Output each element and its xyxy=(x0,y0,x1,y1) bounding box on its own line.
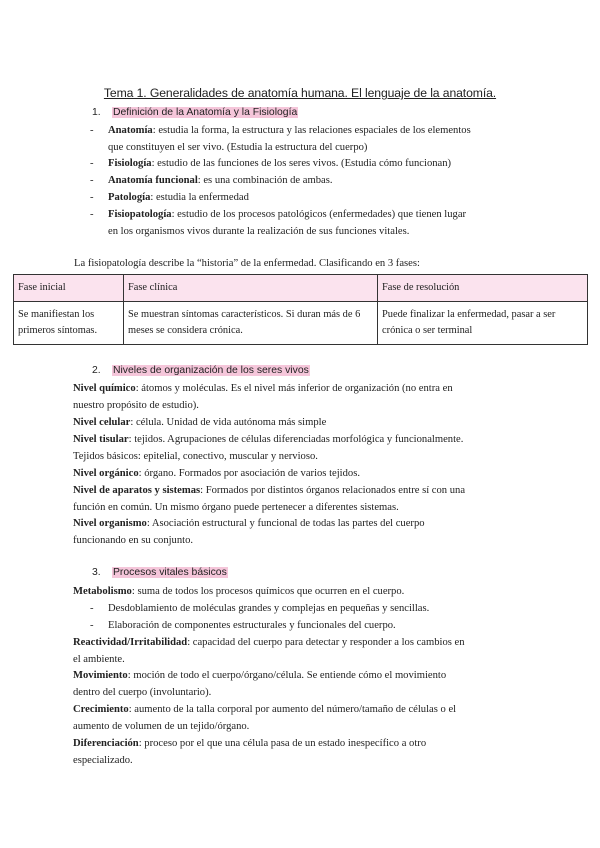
term: Nivel celular xyxy=(73,417,131,428)
section-1-number: 1. xyxy=(92,107,101,118)
term: Nivel orgánico xyxy=(73,468,139,479)
term: Nivel organismo xyxy=(73,518,147,529)
term: Nivel de aparatos y sistemas xyxy=(73,485,201,496)
term: Reactividad/Irritabilidad xyxy=(73,637,188,648)
list-item: Metabolismo: suma de todos los procesos químicos que ocurren en el cuerpo. xyxy=(73,586,405,597)
section-2-title: Niveles de organización de los seres vivos xyxy=(113,365,309,376)
list-item: Nivel celular: célula. Unidad de vida autónoma más simple xyxy=(73,417,327,428)
table-row xyxy=(14,302,588,345)
section-3-title: Procesos vitales básicos xyxy=(113,567,227,578)
table-intro: La fisiopatología describe la “historia” de la enfermedad. Clasificando en 3 fases: xyxy=(74,258,420,269)
term: Anatomía funcional xyxy=(108,175,198,186)
list-item: Crecimiento: aumento de la talla corporal por aumento del número/tamaño de células o el aumento de volumen de un tejido/órgano. xyxy=(73,704,457,732)
table-header-cell: Fase clínica xyxy=(124,275,378,302)
list-item: Reactividad/Irritabilidad: capacidad del cuerpo para detectar y responder a los cambios en el ambiente. xyxy=(73,637,465,665)
term: Nivel tisular xyxy=(73,434,129,445)
section-3-heading xyxy=(92,567,228,578)
table-header-cell: Fase de resolución xyxy=(378,275,588,302)
list-item: Nivel químico: átomos y moléculas. Es el nivel más inferior de organización (no entra en nuestro propósito de estudio). xyxy=(73,383,453,411)
document-page: Tema 1. Generalidades de anatomía humana. El lenguaje de la anatomía. 1. Definición de la Anatomía y la Fisiología - Anatomía: estudia la forma, la estructura y las relaciones espaciales de los elementos que constituyen el ser vivo. (Estudia la estructura del cuerpo) - Fisiología: estudio de las funciones de los seres vivos. (Estudia cómo funcionan) - Anatomía funcional: es una combinación de ambas. - Patología: estudia la enfermedad - Fisiopatología: estudio de los procesos patológicos (enfermedades) que tienen lugar en los organismos vivos durante la realización de sus funciones vitales. La fisiopatología describe la “historia” de la enfermedad. Clasificando en 3 fases: Fase inicial Fase clínica Fase de resolución Se manifiestan los primeros síntomas. Se muestran síntomas característicos. Si duran más de 6 meses se considera crónica. Puede finalizar la enfermedad, pasar a ser crónica o ser terminal 2. Niveles de organización de los seres vivos Nivel químico: átomos y moléculas. Es el nivel más inferior de organización (no entra en nuestro propósito de estudio). Nivel celular: célula. Unidad de vida autónoma más simple Nivel tisular: tejidos. Agrupaciones de células diferenciadas morfológica y funcionalmente. Tejidos básicos: epitelial, conectivo, muscular y nervioso. Nivel orgánico: órgano. Formados por asociación de varios tejidos. Nivel de aparatos y sistemas: Formados por distintos órganos relacionados entre sí con una función en común. Un mismo órgano puede pertenecer a diferentes sistemas. Nivel organismo: Asociación estructural y funcional de todas las partes del cuerpo funcionando en su conjunto. 3. Procesos vitales básicos Metabolismo: suma de todos los procesos químicos que ocurren en el cuerpo. - Desdoblamiento de moléculas grandes y complejas en pequeñas y sencillas. - Elaboración de componentes estructurales y funcionales del cuerpo. Reactividad/Irritabilidad: capacidad del cuerpo para detectar y responder a los cambios en el ambiente. Movimiento: moción de todo el cuerpo/órgano/célula. Se entiende cómo el movimiento dentro del cuerpo (involuntario). Crecimiento: aumento de la talla corporal por aumento del número/tamaño de células o el aumento de volumen de un tejido/órgano. Diferenciación: proceso por el que una célula pasa de un estado inespecífico a otro especializado. xyxy=(0,0,600,848)
term: Metabolismo xyxy=(73,586,132,597)
list-item: Nivel tisular: tejidos. Agrupaciones de células diferenciadas morfológica y funcionalmente. Tejidos básicos: epitelial, conectivo, muscular y nervioso. xyxy=(73,434,464,462)
list-item: Movimiento: moción de todo el cuerpo/órgano/célula. Se entiende cómo el movimiento dentro del cuerpo (involuntario). xyxy=(73,670,447,698)
phases-table xyxy=(13,274,588,345)
list-item: Nivel orgánico: órgano. Formados por asociación de varios tejidos. xyxy=(73,468,360,479)
section-1-heading xyxy=(92,107,298,118)
term: Anatomía xyxy=(108,125,153,136)
term: Nivel químico xyxy=(73,383,136,394)
list-item: Nivel organismo: Asociación estructural y funcional de todas las partes del cuerpo funcionando en su conjunto. xyxy=(73,518,425,546)
section-3-number: 3. xyxy=(92,567,101,578)
term: Fisiopatología xyxy=(108,209,172,220)
list-item: Diferenciación: proceso por el que una célula pasa de un estado inespecífico a otro especializado. xyxy=(73,738,427,766)
term: Diferenciación xyxy=(73,738,139,749)
section-2-heading xyxy=(92,365,310,376)
table-cell: Se muestran síntomas característicos. Si duran más de 6 meses se considera crónica. xyxy=(124,302,378,345)
section-2-number: 2. xyxy=(92,365,101,376)
section-1-title: Definición de la Anatomía y la Fisiología xyxy=(113,107,298,118)
term: Fisiología xyxy=(108,158,152,169)
table-cell: Puede finalizar la enfermedad, pasar a ser crónica o ser terminal xyxy=(378,302,588,345)
table-cell: Se manifiestan los primeros síntomas. xyxy=(14,302,124,345)
table-header-row xyxy=(14,275,588,302)
term: Crecimiento xyxy=(73,704,129,715)
term: Movimiento xyxy=(73,670,128,681)
list-item: Nivel de aparatos y sistemas: Formados por distintos órganos relacionados entre sí con una función en común. Un mismo órgano puede pertenecer a diferentes sistemas. xyxy=(73,485,466,513)
document-title: Tema 1. Generalidades de anatomía humana. El lenguaje de la anatomía. xyxy=(103,86,497,100)
term: Patología xyxy=(108,192,151,203)
table-header-cell: Fase inicial xyxy=(14,275,124,302)
